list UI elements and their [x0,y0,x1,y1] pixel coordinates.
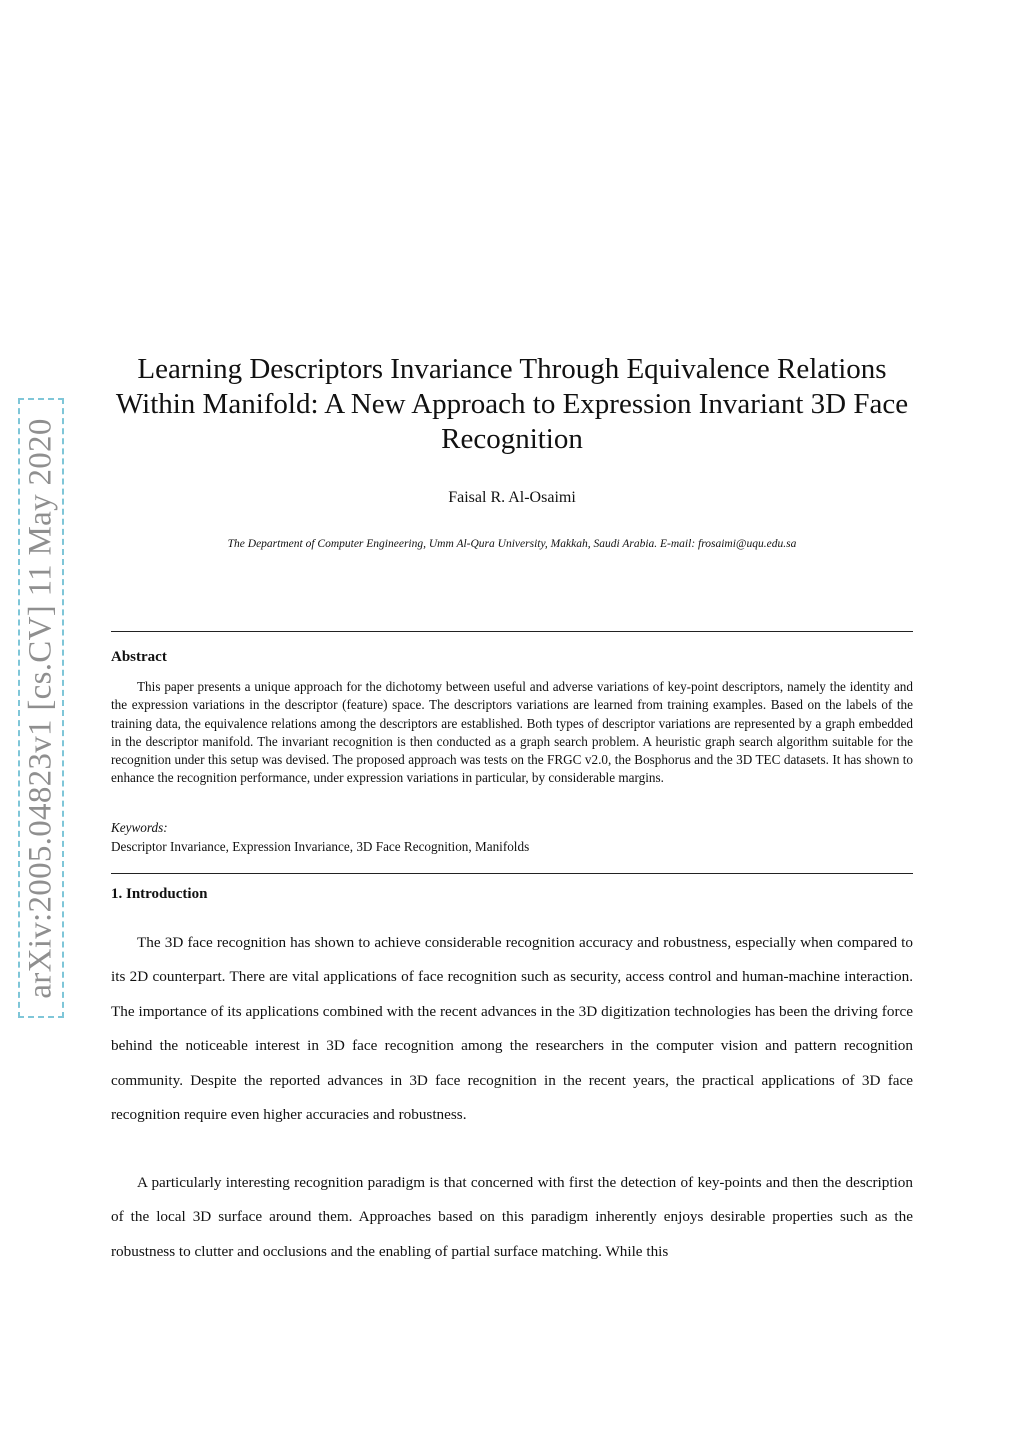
abstract-bottom-rule [111,873,913,874]
abstract-heading: Abstract [111,649,167,665]
arxiv-side-stamp[interactable] [18,398,64,1018]
introduction-paragraph-2: A particularly interesting recognition paradigm is that concerned with first the detection of key-points and then the description of the local 3D surface around them. Approaches based on this paradigm inherently enjoys desirable properties such as the robustness to clutter and occlusions and the enabling of partial surface matching. While this [111,1174,913,1260]
keywords-text: Descriptor Invariance, Expression Invariance, 3D Face Recognition, Manifolds [111,839,530,854]
title-line-2: Within Manifold: A New Approach to Expression Invariant 3D Face [115,388,909,420]
author-affiliation: The Department of Computer Engineering, Umm Al-Qura University, Makkah, Saudi Arabia. E-mail: frosaimi@uqu.edu.sa [227,538,797,550]
title-line-1: Learning Descriptors Invariance Through Equivalence Relations [137,353,887,385]
abstract-top-rule [111,631,913,632]
abstract-body: This paper presents a unique approach for the dichotomy between useful and adverse variations of key-point descriptors, namely the identity and the expression variations in the descriptor (feature) space. The descriptors variations are learned from training examples. Based on the labels of the training data, the equivalence relations among the descriptors are established. Both types of descriptor variations are represented by a graph embedded in the descriptor manifold. The invariant recognition is then conducted as a graph search problem. A heuristic graph search algorithm suitable for the recognition under this setup was devised. The proposed approach was tests on the FRGC v2.0, the Bosphorus and the 3D TEC datasets. It has shown to enhance the recognition performance, under expression variations in particular, by considerable margins. [111,679,913,786]
introduction-heading: 1. Introduction [111,886,208,902]
author-name: Faisal R. Al-Osaimi [448,489,576,506]
keywords-label: Keywords: [111,820,168,835]
title-line-3: Recognition [441,423,583,455]
paper-title [100,352,924,457]
introduction-paragraph-1: The 3D face recognition has shown to achieve considerable recognition accuracy and robustness, especially when compared to its 2D counterpart. There are vital applications of face recognition such as security, access control and human-machine interaction. The importance of its applications combined with the recent advances in the 3D digitization technologies has been the driving force behind the noticeable interest in 3D face recognition among the researchers in the computer vision and pattern recognition community. Despite the reported advances in 3D face recognition in the recent years, the practical applications of 3D face recognition require even higher accuracies and robustness. [111,934,913,1124]
arxiv-stamp-text: arXiv:2005.04823v1 [cs.CV] 11 May 2020 [22,417,59,999]
